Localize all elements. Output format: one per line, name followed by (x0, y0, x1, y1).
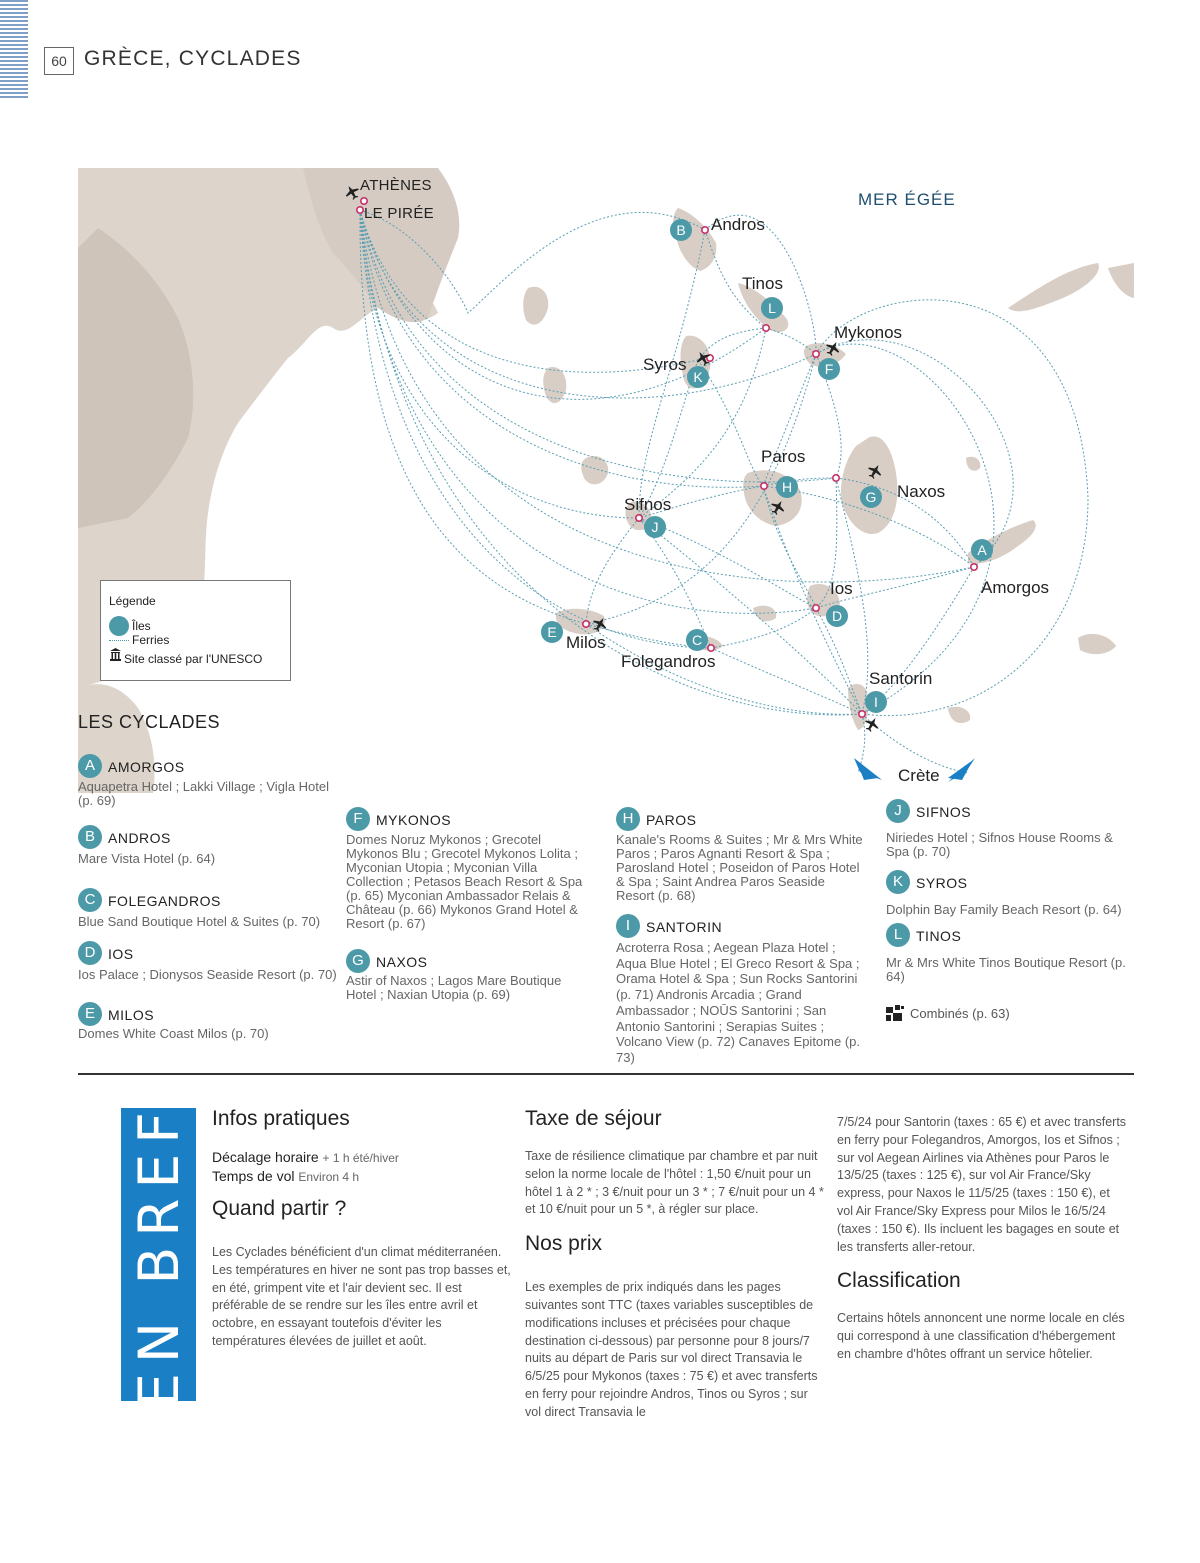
badge-f: F (346, 807, 370, 831)
entry-hotels: Ios Palace ; Dionysos Seaside Resort (p. 70) (78, 967, 337, 982)
entry-paros (616, 807, 866, 903)
badge-j: J (886, 799, 910, 823)
combined-trip-icon (886, 1005, 904, 1021)
map-badge-g: G (860, 486, 882, 508)
page-title: GRÈCE, CYCLADES (84, 47, 302, 70)
label-le-piree: LE PIRÉE (364, 205, 434, 222)
badge-b: B (78, 825, 102, 849)
cyclades-map (78, 168, 1134, 793)
prix-continued-text: 7/5/24 pour Santorin (taxes : 65 €) et avec transferts en ferry pour Folegandros, Amorgos, Ios et Sifnos ; sur vol Aegean Airlines via Athènes pour Paros le 13/5/25 (taxes : 125 €), sur vol Air France/Sky express, pour Naxos le 11/5/25 (taxes : 150 €), et vol Air France/Sky Express pour Milos le 16/5/24 (taxes : 150 €). Ils incluent les bagages en soute et les transferts aller-retour. (837, 1115, 1127, 1254)
decalage-row (212, 1148, 512, 1167)
entry-hotels: Aquapetra Hotel ; Lakki Village ; Vigla Hotel (p. 69) (78, 779, 330, 808)
entry-hotels: Kanale's Rooms & Suites ; Mr & Mrs White Paros ; Paros Agnanti Resort & Spa ; Parosland Hotel ; Poseidon of Paros Hotel & Spa ; Saint Andrea Paros Seaside Resort (p. 68) (616, 832, 863, 903)
entry-ios (78, 941, 338, 982)
entry-name: NAXOS (376, 954, 428, 970)
entry-milos (78, 1002, 338, 1041)
quand-text: Les Cyclades bénéficient d'un climat méditerranéen. Les températures en hiver ne sont pas trop basses et, en été, grimpent vite et l'air devient sec. Il est préférable de se rendre sur les îles entre avril et octobre, en essayant toutefois d'éviter les températures élevées de juillet et août. (212, 1245, 511, 1348)
map-badge-i: I (865, 691, 887, 713)
map-badge-e: E (541, 621, 563, 643)
map-badge-a: A (971, 539, 993, 561)
prix-classification-column (837, 1114, 1129, 1364)
entry-name: MILOS (108, 1007, 155, 1023)
map-badge-j: J (644, 516, 666, 538)
map-badge-b: B (670, 219, 692, 241)
taxe-column (525, 1106, 825, 1422)
map-badge-l: L (761, 297, 783, 319)
badge-d: D (78, 941, 102, 965)
entry-andros (78, 825, 338, 866)
entry-santorin (616, 914, 866, 1066)
entry-hotels: Domes White Coast Milos (p. 70) (78, 1026, 269, 1041)
map-canvas (78, 168, 1134, 793)
entry-naxos (346, 949, 576, 1002)
cyclades-title: LES CYCLADES (78, 712, 221, 732)
entry-name: SANTORIN (646, 919, 723, 935)
infos-column (212, 1106, 512, 1351)
badge-g: G (346, 949, 370, 973)
map-badge-d: D (826, 605, 848, 627)
label-andros: Andros (711, 215, 765, 234)
badge-h: H (616, 807, 640, 831)
entry-hotels: Niriedes Hotel ; Sifnos House Rooms & Spa (p. 70) (886, 830, 1113, 859)
label-santorin: Santorin (869, 669, 933, 688)
entry-hotels: Astir of Naxos ; Lagos Mare Boutique Hotel ; Naxian Utopia (p. 69) (346, 973, 562, 1002)
entry-name: ANDROS (108, 830, 171, 846)
page-number: 60 (44, 47, 74, 75)
badge-a: A (78, 754, 102, 778)
label-folegandros: Folegandros (621, 652, 716, 671)
vol-label: Temps de vol (212, 1168, 295, 1184)
entry-mykonos (346, 807, 596, 931)
unesco-temple-icon (110, 648, 121, 662)
map-badge-c: C (686, 629, 708, 651)
entry-name: FOLEGANDROS (108, 893, 221, 909)
vol-row (212, 1167, 512, 1186)
ferry-line-icon (109, 640, 129, 641)
en-bref-label: EN BREF (126, 1101, 191, 1408)
label-paros: Paros (761, 447, 806, 466)
combines-note (886, 1005, 1010, 1021)
label-naxos: Naxos (897, 482, 946, 501)
label-amorgos: Amorgos (981, 578, 1050, 597)
infos-title: Infos pratiques (212, 1107, 350, 1130)
entry-hotels: Dolphin Bay Family Beach Resort (p. 64) (886, 902, 1122, 917)
map-badge-h: H (776, 476, 798, 498)
entry-name: IOS (108, 946, 134, 962)
entry-name: MYKONOS (376, 812, 452, 828)
map-badge-k: K (687, 366, 709, 388)
badge-i: I (616, 914, 640, 938)
en-bref-banner (121, 1101, 196, 1408)
label-tinos: Tinos (742, 274, 783, 293)
entry-folegandros (78, 888, 338, 929)
legend-ferries: Ferries (132, 633, 170, 647)
quand-title: Quand partir ? (212, 1197, 347, 1220)
label-crete: Crète (898, 766, 940, 785)
label-milos: Milos (566, 633, 606, 652)
taxe-text: Taxe de résilience climatique par chambre et par nuit selon la norme locale de l'hôtel : 1,50 €/nuit pour un hôtel 1 à 2 * ; 3 €/nuit pour un 3 * ; 7 €/nuit pour un 4 * et 10 €/nuit pour un 5 *, à régler sur place. (525, 1149, 824, 1217)
label-mykonos: Mykonos (834, 323, 903, 342)
entry-hotels: Mr & Mrs White Tinos Boutique Resort (p. 64) (886, 955, 1126, 984)
legend-title: Légende (109, 594, 156, 608)
entry-tinos (886, 923, 1126, 984)
label-syros: Syros (643, 355, 687, 374)
entry-name: SIFNOS (916, 804, 972, 820)
vol-value: Environ 4 h (298, 1170, 360, 1184)
entry-name: SYROS (916, 875, 968, 891)
classification-text: Certains hôtels annoncent une norme locale en clés qui correspond à une classification d'hébergement en chambre d'hôtes offrant un service hôtelier. (837, 1311, 1125, 1361)
decorative-stripes (0, 0, 28, 98)
entry-hotels: Blue Sand Boutique Hotel & Suites (p. 70) (78, 914, 321, 929)
label-athenes: ATHÈNES (360, 177, 432, 194)
label-sifnos: Sifnos (624, 495, 672, 514)
badge-l: L (886, 923, 910, 947)
badge-e: E (78, 1002, 102, 1026)
badge-c: C (78, 888, 102, 912)
entry-name: AMORGOS (108, 759, 185, 775)
badge-k: K (886, 870, 910, 894)
label-ios: Ios (830, 579, 853, 598)
decalage-label: Décalage horaire (212, 1149, 319, 1165)
combines-label: Combinés (p. 63) (910, 1006, 1010, 1021)
entry-hotels: Domes Noruz Mykonos ; Grecotel Mykonos Blu ; Grecotel Mykonos Lolita ; Myconian Utopia ; Myconian Villa Collection ; Petasos Beach Resort & Spa (p. 65) Myconian Ambassador Relais & Château (p. 66) Mykonos Grand Hotel & Resort (p. 67) (346, 832, 583, 931)
entry-hotels: Acroterra Rosa ; Aegean Plaza Hotel ; Aqua Blue Hotel ; El Greco Resort & Spa ; Orama Hotel & Spa ; Sun Rocks Santorini (p. 71) Andronis Arcadia ; Grand Ambassador ; NOŪS Santorini ; San Antonio Santorini ; Serapias Suites ; Volcano View (p. 72) Canaves Epitome (p. 73) (616, 940, 861, 1065)
taxe-title: Taxe de séjour (525, 1107, 662, 1130)
legend-unesco: Site classé par l'UNESCO (124, 652, 263, 666)
entry-name: TINOS (916, 928, 962, 944)
classification-title: Classification (837, 1269, 961, 1293)
decalage-value: + 1 h été/hiver (322, 1151, 399, 1165)
entry-hotels: Mare Vista Hotel (p. 64) (78, 851, 216, 866)
prix-text: Les exemples de prix indiqués dans les pages suivantes sont TTC (taxes variables susceptibles de modifications incluses et précisées pour chaque destination ci-dessous) par personne pour 8 jours/7 nuits au départ de Paris sur vol direct Transavia le 6/5/25 pour Mykonos (taxes : 75 €) et avec transferts en ferry pour rejoindre Andros, Tinos ou Syros ; sur vol direct Transavia le (525, 1280, 818, 1419)
entry-amorgos (78, 754, 338, 808)
sea-label: MER ÉGÉE (858, 190, 956, 209)
entry-sifnos (886, 799, 1126, 859)
section-divider (78, 1073, 1134, 1075)
legend-islands: Îles (132, 619, 151, 633)
island-dot-icon (109, 616, 129, 636)
entry-syros (886, 870, 1126, 917)
map-badge-f: F (818, 358, 840, 380)
map-legend (100, 580, 291, 681)
prix-title: Nos prix (525, 1232, 603, 1256)
entry-name: PAROS (646, 812, 697, 828)
